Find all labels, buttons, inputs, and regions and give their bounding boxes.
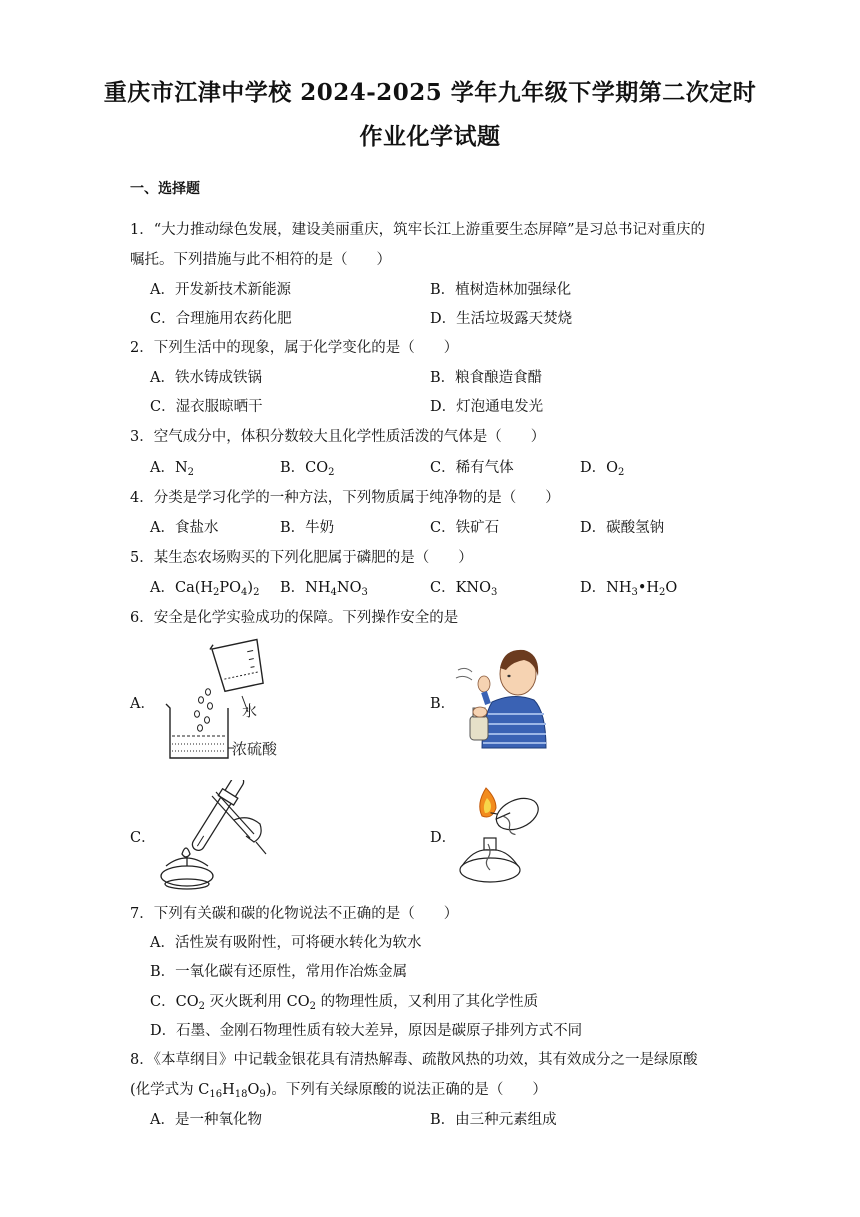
question-3-stem: 3．空气成分中，体积分数较大且化学性质活泼的气体是（ ） [130, 429, 546, 445]
water-label: 水 [242, 702, 258, 720]
question-7-option-d: D．石墨、金刚石物理性质有较大差异，原因是碳原子排列方式不同 [150, 1023, 583, 1039]
section-heading: 一、选择题 [130, 181, 200, 197]
question-8-option-b: B．由三种元素组成 [430, 1112, 557, 1128]
question-1-option-c: C．合理施用农药化肥 [150, 311, 292, 327]
question-8-stem-line1: 8．《本草纲目》中记载金银花具有清热解毒、疏散风热的功效，其有效成分之一是绿原酸 [130, 1052, 698, 1068]
question-1-stem-line1: 1．“大力推动绿色发展，建设美丽重庆，筑牢长江上游重要生态屏障”是习总书记对重庆的 [130, 222, 706, 238]
question-6-stem: 6．安全是化学实验成功的保障。下列操作安全的是 [130, 610, 459, 626]
question-6-option-a-label: A． [130, 696, 155, 712]
question-7-option-a: A．活性炭有吸附性，可将硬水转化为软水 [150, 935, 422, 951]
question-3-option-a: A．$N_2$ [150, 460, 195, 478]
question-1-option-d: D．生活垃圾露天焚烧 [430, 311, 573, 327]
question-8-option-a: A．是一种氧化物 [150, 1112, 262, 1128]
question-5-option-c: C．$KNO_3$ [430, 580, 498, 598]
smelling-gas-illustration [454, 640, 550, 750]
concentrated-sulfuric-acid-label: 浓硫酸 [232, 740, 278, 758]
exam-title-line1: 重庆市江津中学校 2024-2025 学年九年级下学期第二次定时 [103, 79, 757, 106]
question-5-stem: 5．某生态农场购买的下列化肥属于磷肥的是（ ） [130, 550, 473, 566]
question-6-option-c-label: C． [130, 830, 156, 846]
question-5-option-b: B．$NH_4NO_3$ [280, 580, 368, 598]
question-4-stem: 4．分类是学习化学的一种方法，下列物质属于纯净物的是（ ） [130, 490, 560, 506]
question-2-option-c: C．湿衣服晾晒干 [150, 399, 263, 415]
lighting-alcohol-lamp-illustration [454, 782, 546, 886]
question-5-option-d: D．$NH_3•H_2O$ [580, 580, 678, 598]
question-2-option-b: B．粮食酿造食醋 [430, 370, 543, 386]
exam-title-line2: 作业化学试题 [359, 123, 501, 150]
question-4-option-a: A．食盐水 [150, 520, 219, 536]
question-2-option-a: A．铁水铸成铁锅 [150, 370, 262, 386]
heating-test-tube-illustration [156, 780, 272, 892]
question-3-option-d: D．$O_2$ [580, 460, 625, 478]
question-8-stem-line2: (化学式为 $C_{16}H_{18}O_9$)。下列有关绿原酸的说法正确的是（ ） [130, 1082, 547, 1100]
question-1-option-b: B．植树造林加强绿化 [430, 282, 572, 298]
dilute-sulfuric-acid-illustration [158, 636, 288, 762]
question-6-option-d-label: D． [430, 830, 457, 846]
question-1-option-a: A．开发新技术新能源 [150, 282, 291, 298]
question-4-option-c: C．铁矿石 [430, 520, 500, 536]
question-5-option-a: A．$Ca(H_2PO_4)_2$ [150, 580, 260, 598]
question-4-option-b: B．牛奶 [280, 520, 335, 536]
question-7-option-b: B．一氧化碳有还原性，常用作冶炼金属 [150, 964, 408, 980]
question-7-option-c: C．$CO_2$ 灭火既利用 $CO_2$ 的物理性质，又利用了其化学性质 [150, 994, 539, 1012]
question-7-stem: 7．下列有关碳和碳的化物说法不正确的是（ ） [130, 906, 459, 922]
question-1-stem-line2: 嘱托。下列措施与此不相符的是（ ） [130, 252, 391, 268]
question-2-stem: 2．下列生活中的现象，属于化学变化的是（ ） [130, 340, 459, 356]
question-2-option-d: D．灯泡通电发光 [430, 399, 544, 415]
question-6-option-b-label: B． [430, 696, 456, 712]
question-3-option-c: C．稀有气体 [430, 460, 514, 476]
question-4-option-d: D．碳酸氢钠 [580, 520, 665, 536]
question-3-option-b: B．$CO_2$ [280, 460, 335, 478]
